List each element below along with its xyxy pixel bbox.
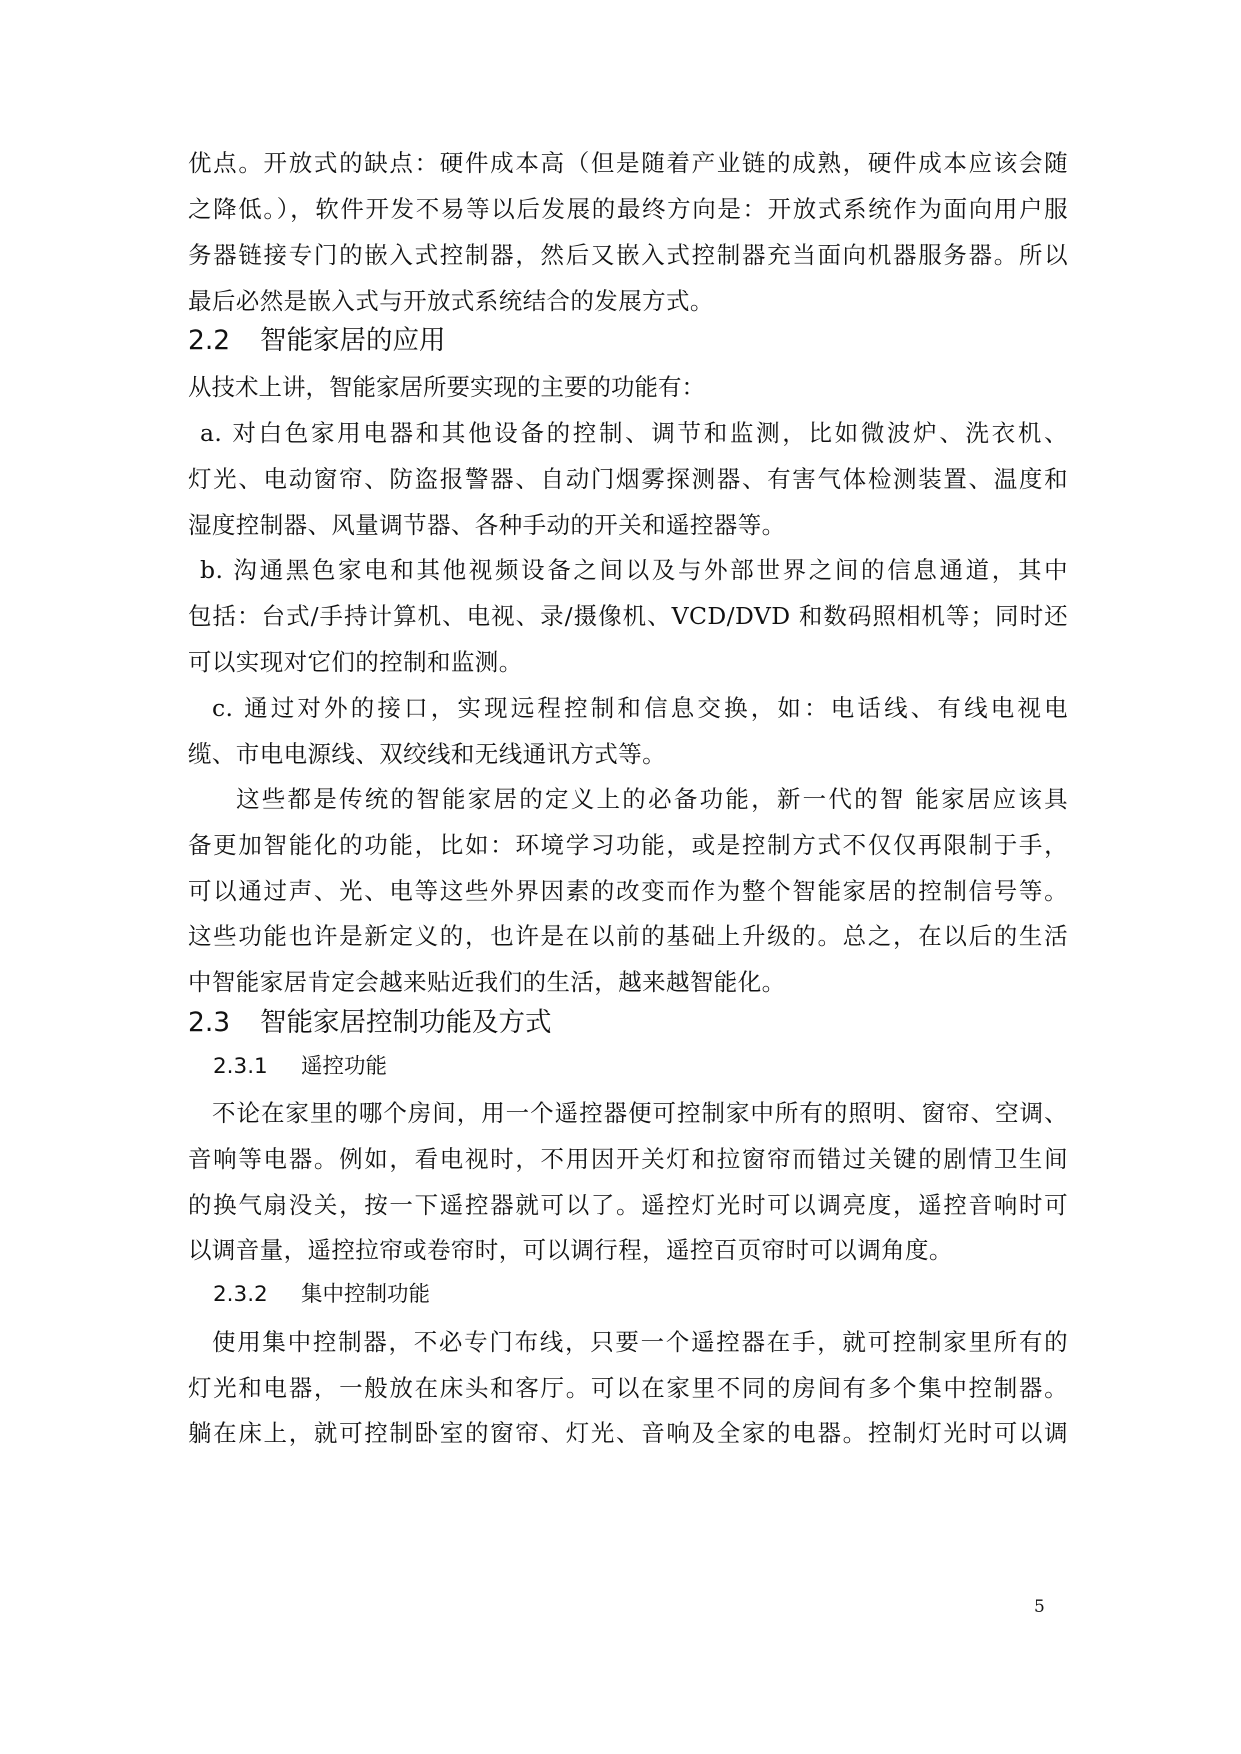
paragraph-open-line-3: 务器链接专门的嵌入式控制器，然后又嵌入式控制器充当面向机器服务器。所以 bbox=[188, 241, 1068, 269]
paragraph-future-line-4: 这些功能也许是新定义的，也许是在以前的基础上升级的。总之，在以后的生活 bbox=[188, 922, 1068, 950]
paragraph-open-line-2: 之降低。），软件开发不易等以后发展的最终方向是：开放式系统作为面向用户服 bbox=[188, 195, 1068, 223]
paragraph-central-line-1: 使用集中控制器，不必专门布线，只要一个遥控器在手，就可控制家里所有的 bbox=[212, 1328, 1068, 1356]
section-heading-2-3 bbox=[188, 1005, 552, 1041]
page-number: 5 bbox=[1034, 1597, 1045, 1617]
paragraph-remote-line-2: 音响等电器。例如，看电视时，不用因开关灯和拉窗帘而错过关键的剧情卫生间 bbox=[188, 1145, 1068, 1173]
section-number: 2.2 bbox=[188, 325, 231, 356]
section-number: 2.3 bbox=[188, 1007, 231, 1038]
section-title: 智能家居的应用 bbox=[260, 325, 446, 356]
paragraph-future-line-5: 中智能家居肯定会越来贴近我们的生活，越来越智能化。 bbox=[188, 968, 786, 996]
subsection-number: 2.3.2 bbox=[213, 1282, 268, 1307]
item-b-line-3: 可以实现对它们的控制和监测。 bbox=[188, 648, 523, 676]
paragraph-open-line-4: 最后必然是嵌入式与开放式系统结合的发展方式。 bbox=[188, 287, 714, 315]
paragraph-remote-line-1: 不论在家里的哪个房间，用一个遥控器便可控制家中所有的照明、窗帘、空调、 bbox=[212, 1099, 1068, 1127]
subsection-number: 2.3.1 bbox=[213, 1054, 268, 1079]
item-a-line-1: a. 对白色家用电器和其他设备的控制、调节和监测，比如微波炉、洗衣机、 bbox=[200, 419, 1068, 447]
subsection-title: 集中控制功能 bbox=[301, 1282, 431, 1307]
item-b-line-2: 包括：台式/手持计算机、电视、录/摄像机、VCD/DVD 和数码照相机等；同时还 bbox=[188, 602, 1068, 630]
subsection-heading-2-3-2 bbox=[213, 1279, 430, 1311]
paragraph-future-line-3: 可以通过声、光、电等这些外界因素的改变而作为整个智能家居的控制信号等。 bbox=[188, 877, 1068, 905]
paragraph-remote-line-4: 以调音量，遥控拉帘或卷帘时，可以调行程，遥控百页帘时可以调角度。 bbox=[188, 1236, 953, 1264]
item-a-line-3: 湿度控制器、风量调节器、各种手动的开关和遥控器等。 bbox=[188, 511, 786, 539]
item-a-line-2: 灯光、电动窗帘、防盗报警器、自动门烟雾探测器、有害气体检测装置、温度和 bbox=[188, 465, 1068, 493]
item-c-line-2: 缆、市电电源线、双绞线和无线通讯方式等。 bbox=[188, 740, 666, 768]
item-b-line-1: b. 沟通黑色家电和其他视频设备之间以及与外部世界之间的信息通道，其中 bbox=[200, 556, 1068, 584]
paragraph-open-line-1: 优点。开放式的缺点：硬件成本高（但是随着产业链的成熟，硬件成本应该会随 bbox=[188, 149, 1068, 177]
paragraph-future-line-1: 这些都是传统的智能家居的定义上的必备功能，新一代的智 能家居应该具 bbox=[236, 785, 1068, 813]
paragraph-central-line-2: 灯光和电器，一般放在床头和客厅。可以在家里不同的房间有多个集中控制器。 bbox=[188, 1374, 1068, 1402]
subsection-heading-2-3-1 bbox=[213, 1051, 387, 1083]
paragraph-remote-line-3: 的换气扇没关，按一下遥控器就可以了。遥控灯光时可以调亮度，遥控音响时可 bbox=[188, 1191, 1068, 1219]
paragraph-future-line-2: 备更加智能化的功能，比如：环境学习功能，或是控制方式不仅仅再限制于手， bbox=[188, 831, 1068, 859]
item-c-line-1: c. 通过对外的接口，实现远程控制和信息交换，如：电话线、有线电视电 bbox=[212, 694, 1068, 722]
paragraph-central-line-3: 躺在床上，就可控制卧室的窗帘、灯光、音响及全家的电器。控制灯光时可以调 bbox=[188, 1419, 1068, 1447]
section-heading-2-2 bbox=[188, 323, 446, 359]
lead-sentence: 从技术上讲，智能家居所要实现的主要的功能有： bbox=[188, 373, 705, 401]
subsection-title: 遥控功能 bbox=[301, 1054, 388, 1079]
section-title: 智能家居控制功能及方式 bbox=[260, 1007, 552, 1038]
